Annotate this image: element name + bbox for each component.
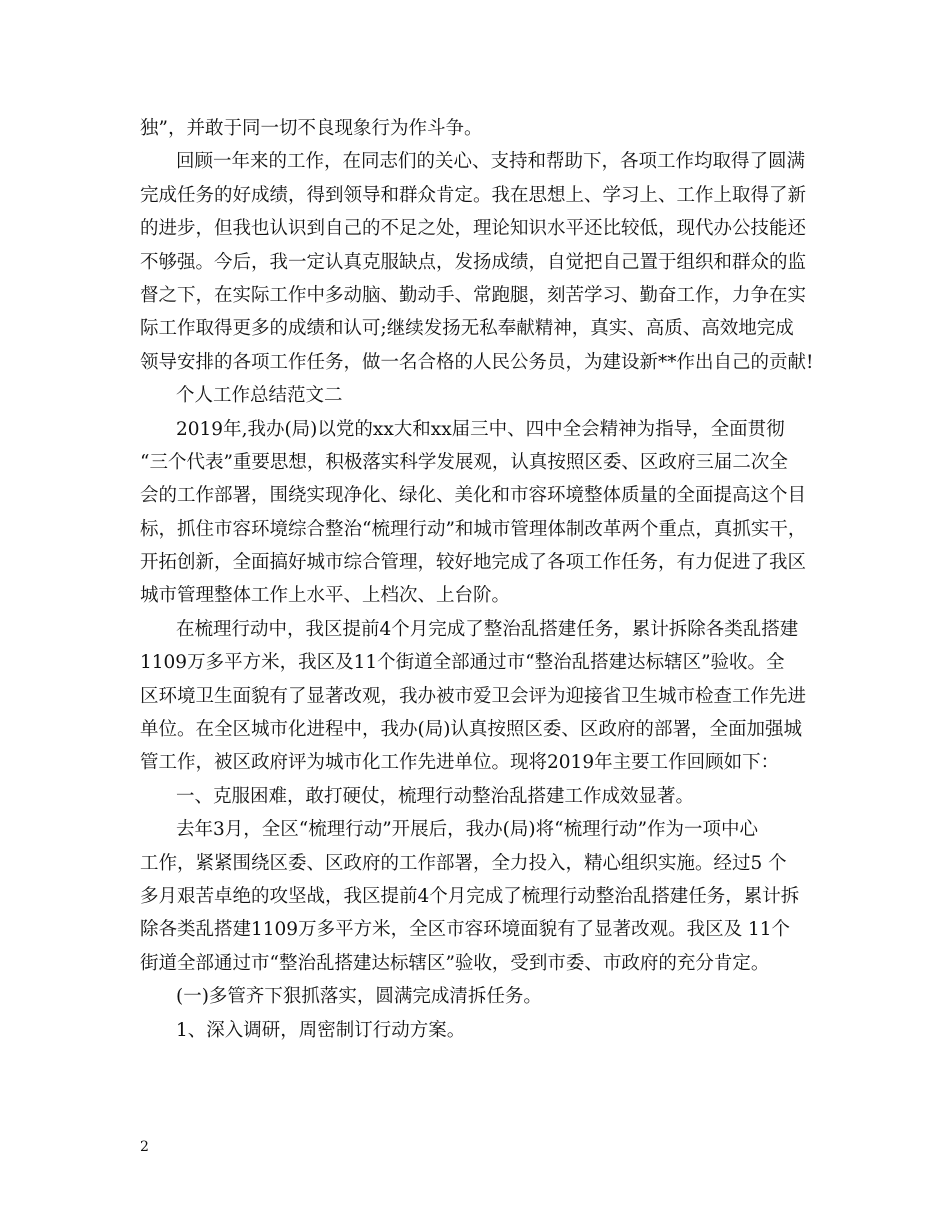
- text-line: 多月艰苦卓绝的攻坚战，我区提前4个月完成了梳理行动整治乱搭建任务，累计拆: [140, 885, 800, 907]
- text-line: 领导安排的各项工作任务，做一名合格的人民公务员，为建设新**作出自己的贡献!: [140, 351, 814, 373]
- text-line: “三个代表”重要思想，积极落实科学发展观，认真按照区委、区政府三届二次全: [140, 451, 788, 473]
- text-line: 际工作取得更多的成绩和认可;继续发扬无私奉献精神，真实、高质、高效地完成: [140, 318, 794, 340]
- text-line: 会的工作部署，围绕实现净化、绿化、美化和市容环境整体质量的全面提高这个目: [140, 485, 807, 507]
- text-line: 不够强。今后，我一定认真克服缺点，发扬成绩，自觉把自己置于组织和群众的监: [140, 251, 807, 273]
- text-line: 标，抓住市容环境综合整治“梳理行动”和城市管理体制改革两个重点，真抓实干，: [140, 518, 807, 540]
- text-line: 一、克服困难，敢打硬仗，梳理行动整治乱搭建工作成效显著。: [176, 785, 695, 807]
- text-line: 完成任务的好成绩，得到领导和群众肯定。我在思想上、学习上、工作上取得了新: [140, 184, 807, 206]
- text-line: 独”，并敢于同一切不良现象行为作斗争。: [140, 118, 483, 139]
- text-line: 1、深入调研，周密制订行动方案。: [176, 1019, 466, 1041]
- text-line: 2019年,我办(局)以党的xx大和xx届三中、四中全会精神为指导，全面贯彻: [176, 418, 785, 440]
- text-line: (一)多管齐下狠抓落实，圆满完成清拆任务。: [176, 986, 542, 1008]
- text-line: 除各类乱搭建1109万多平方米，全区市容环境面貌有了显著改观。我区及 11个: [140, 919, 791, 941]
- text-line: 去年3月，全区“梳理行动”开展后，我办(局)将“梳理行动”作为一项中心: [176, 819, 759, 841]
- text-line: 工作，紧紧围绕区委、区政府的工作部署，全力投入，精心组织实施。经过5 个: [140, 852, 787, 874]
- text-line: 区环境卫生面貌有了显著改观，我办被市爱卫会评为迎接省卫生城市检查工作先进: [140, 685, 807, 707]
- text-line: 街道全部通过市“整治乱搭建达标辖区”验收，受到市委、市政府的充分肯定。: [140, 952, 770, 974]
- text-line: 单位。在全区城市化进程中，我办(局)认真按照区委、区政府的部署，全面加强城: [140, 719, 802, 741]
- text-line: 个人工作总结范文二: [176, 385, 343, 407]
- text-line: 在梳理行动中，我区提前4个月完成了整治乱搭建任务，累计拆除各类乱搭建: [176, 618, 799, 640]
- text-line: 1109万多平方米，我区及11个街道全部通过市“整治乱搭建达标辖区”验收。全: [140, 652, 785, 674]
- text-line: 城市管理整体工作上水平、上档次、上台阶。: [140, 585, 511, 607]
- text-line: 督之下，在实际工作中多动脑、勤动手、常跑腿，刻苦学习、勤奋工作，力争在实: [140, 284, 807, 306]
- text-line: 回顾一年来的工作，在同志们的关心、支持和帮助下，各项工作均取得了圆满: [176, 151, 806, 173]
- text-line: 管工作，被区政府评为城市化工作先进单位。现将2019年主要工作回顾如下：: [140, 752, 780, 774]
- page-number: 2: [140, 1139, 149, 1155]
- document-body: [140, 112, 815, 1047]
- text-line: 的进步，但我也认识到自己的不足之处，理论知识水平还比较低，现代办公技能还: [140, 218, 807, 240]
- text-line: 开拓创新，全面搞好城市综合管理，较好地完成了各项工作任务，有力促进了我区: [140, 552, 807, 574]
